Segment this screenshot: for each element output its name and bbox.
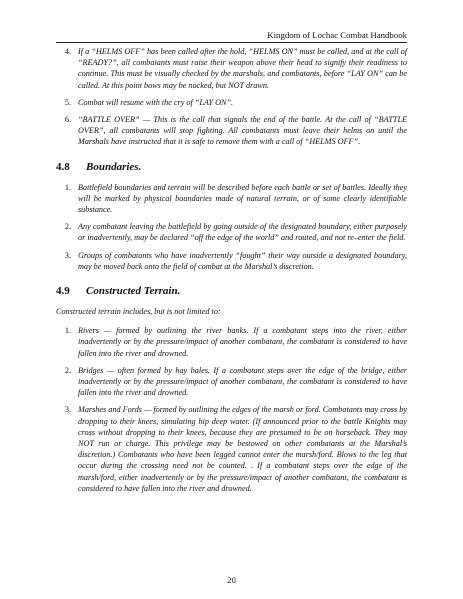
terrain-list: [56, 325, 407, 494]
section-heading-constructed-terrain: [56, 284, 407, 298]
item-text: Any combatant leaving the battlefield by going outside of the designated boundary, either purposely or inadvertently, may be declared “off the edge of the world” and routed, and not re–enter the field.: [78, 222, 407, 243]
item-text: Combat will resume with the cry of “LAY ON”.: [78, 97, 234, 107]
list-item: [56, 46, 407, 91]
item-number: 2.: [64, 365, 71, 375]
item-number: 1.: [64, 182, 71, 192]
section-intro: Constructed terrain includes, but is not limited to:: [56, 307, 221, 317]
item-number: 1.: [64, 326, 71, 336]
section-title: Boundaries.: [86, 160, 142, 173]
boundaries-list: [56, 182, 407, 272]
item-text: Bridges — often formed by hay bales. If a combatant steps over the edge of the bridge, either inadvertently or by the pressure/impact of another combatant, the combatant is considered to have fallen into the river and drowned.: [78, 365, 407, 398]
item-text: “BATTLE OVER” — This is the call that signals the end of the battle. At the call of “BATTLE OVER”, all combatants will stop fighting. All combatants must leave their helms on until the Marshals have instructed that it is safe to remove them with a call of “HELMS OFF”.: [78, 115, 407, 147]
item-number: 3.: [64, 405, 71, 415]
item-number: 6.: [64, 115, 71, 125]
running-head: Kingdom of Lochac Combat Handbook: [56, 30, 407, 43]
item-number: 4.: [64, 47, 71, 56]
list-item: [56, 114, 407, 148]
section-number: 4.8: [56, 160, 70, 173]
item-text: If a “HELMS OFF” has been called after the hold, “HELMS ON” must be called, and at the call of “READY?”, all combatants must raise their weapon above their head to signify their readiness to continue. This must be visually checked by the marshals, and combatants, before “LAY ON” can be called. At this point bows may be nocked, but NOT drawn.: [78, 47, 407, 90]
list-item: [56, 325, 407, 359]
section-number: 4.9: [56, 285, 70, 298]
item-text: Groups of combatants who have inadvertently “fought” their way outside a designated boundary, may be moved back onto the field of combat at the Marshal’s discretion.: [78, 250, 407, 271]
item-text: Battlefield boundaries and terrain will be described before each battle or set of battles. Ideally they will be marked by physical boundaries made of natural terrain, or of some clearly identifiable substance.: [78, 182, 407, 215]
section-title: Constructed Terrain.: [86, 285, 181, 298]
list-item: [56, 365, 407, 399]
list-item: [56, 221, 407, 243]
page-number: 20: [227, 575, 236, 585]
list-item: [56, 250, 407, 272]
continued-list: [56, 46, 407, 148]
item-number: 2.: [64, 222, 71, 232]
item-number: 3.: [64, 250, 71, 260]
section-heading-boundaries: [56, 160, 407, 174]
list-item: [56, 97, 407, 108]
item-text: Marshes and Fords — formed by outlining the edges of the marsh or ford. Combatants may cross by dropping to their knees, simulating hip deep water. (If announced prior to the battle Knights may cross without dropping to their knees, because they are presumed to be on horseback. They may NOT run or charge. This privilege may be bestowed on other combatants at the Marshal’s discretion.) Combatants who have been legged cannot enter the marsh/ford. Blows to the leg that occur during the crossing need not be counted. . If a combatant steps over the edge of the marsh/ford, either inadvertently or by the pressure/impact of another combatant, the combatant is considered to have fallen into the river and drowned.: [78, 405, 407, 493]
list-item: [56, 182, 407, 216]
item-number: 5.: [64, 97, 71, 107]
item-text: Rivers — formed by outlining the river banks. If a combatant steps into the river, either inadvertently or by the pressure/impact of another combatant, the combatant is considered to have fallen into the river and drowned.: [78, 326, 407, 358]
page-content: [56, 46, 407, 500]
list-item: [56, 404, 407, 494]
